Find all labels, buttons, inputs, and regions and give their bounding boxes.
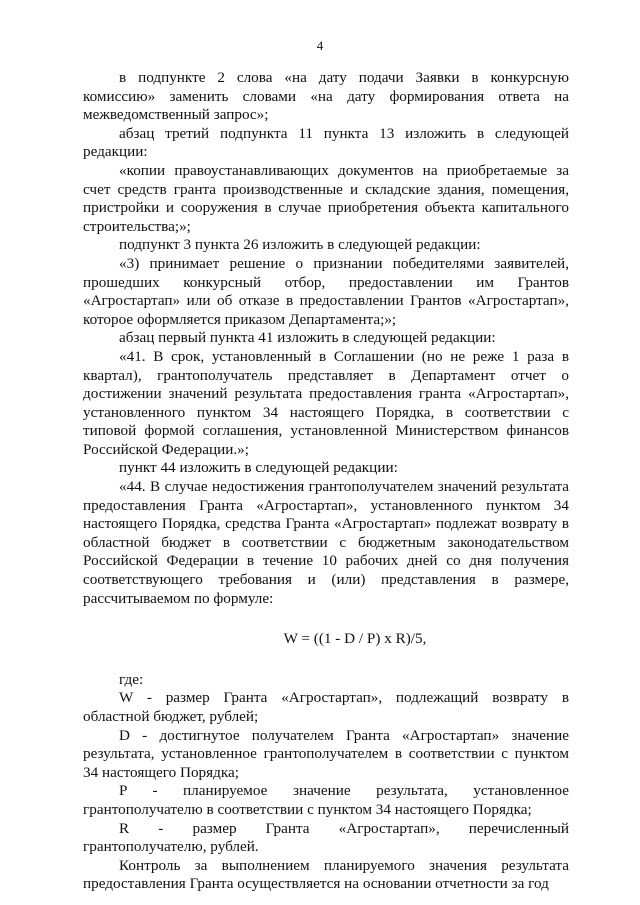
document-body xyxy=(83,69,569,894)
paragraph-quote-41: «41. В срок, установленный в Соглашении (но не реже 1 раза в квартал), грантополучатель представляет в Департамент отчет о достижении значений результата предоставления гранта «Агростартап», установленного пунктом 34 настоящего Порядка, в соответствии с типовой формой соглашения, установленной Министерством финансов Российской Федерации.»; xyxy=(83,347,569,458)
formula: W = ((1 - D / P) x R)/5, xyxy=(283,630,427,648)
paragraph-instruction-p26: подпункт 3 пункта 26 изложить в следующей редакции: xyxy=(119,236,481,254)
paragraph-quote-decision: «3) принимает решение о признании победителями заявителей, прошедших конкурсный отбор, предоставлении им Грантов «Агростартап» или об отказе в предоставлении Грантов «Агростартап», которое оформляется приказом Департамента;»; xyxy=(83,254,569,328)
definition-p: P - планируемое значение результата, установленное грантополучателю в соответствии с пунктом 34 настоящего Порядка; xyxy=(83,782,569,818)
paragraph-where: где: xyxy=(119,670,144,688)
paragraph-instruction-p13: абзац третий подпункта 11 пункта 13 изложить в следующей редакции: xyxy=(83,124,569,161)
paragraph-instruction-p41: абзац первый пункта 41 изложить в следующей редакции: xyxy=(119,329,496,347)
paragraph-instruction-p44: пункт 44 изложить в следующей редакции: xyxy=(119,459,398,477)
paragraph-quote-44: «44. В случае недостижения грантополучателем значений результата предоставления Гранта «Агростартап», установленного пунктом 34 настоящего Порядка, средства Гранта «Агростартап» подлежат возврату в областной бюджет в соответствии с бюджетным законодательством Российской Федерации в течение 10 рабочих дней со дня получения соответствующего требования и (или) представления в размере, рассчитываемом по формуле: xyxy=(83,478,569,607)
definition-w: W - размер Гранта «Агростартап», подлежащий возврату в областной бюджет, рублей; xyxy=(83,689,569,725)
paragraph-control: Контроль за выполнением планируемого значения результата предоставления Гранта осуществляется на основании отчетности за год xyxy=(83,856,569,893)
paragraph-quote-documents: «копии правоустанавливающих документов на приобретаемые за счет средств гранта производственные и складские здания, помещения, пристройки и сооружения в случае приобретения объекта капитального строительства;»; xyxy=(83,161,569,235)
page-number: 4 xyxy=(316,38,324,53)
definition-d: D - достигнутое получателем Гранта «Агростартап» значение результата, установленное грантополучателем в соответствии с пунктом 34 настоящего Порядка; xyxy=(83,726,569,781)
definition-r: R - размер Гранта «Агростартап», перечисленный грантополучателю, рублей. xyxy=(83,819,569,856)
paragraph-subpoint-2-replace: в подпункте 2 слова «на дату подачи Заявки в конкурсную комиссию» заменить словами «на дату формирования ответа на межведомственный запрос»; xyxy=(83,69,569,124)
